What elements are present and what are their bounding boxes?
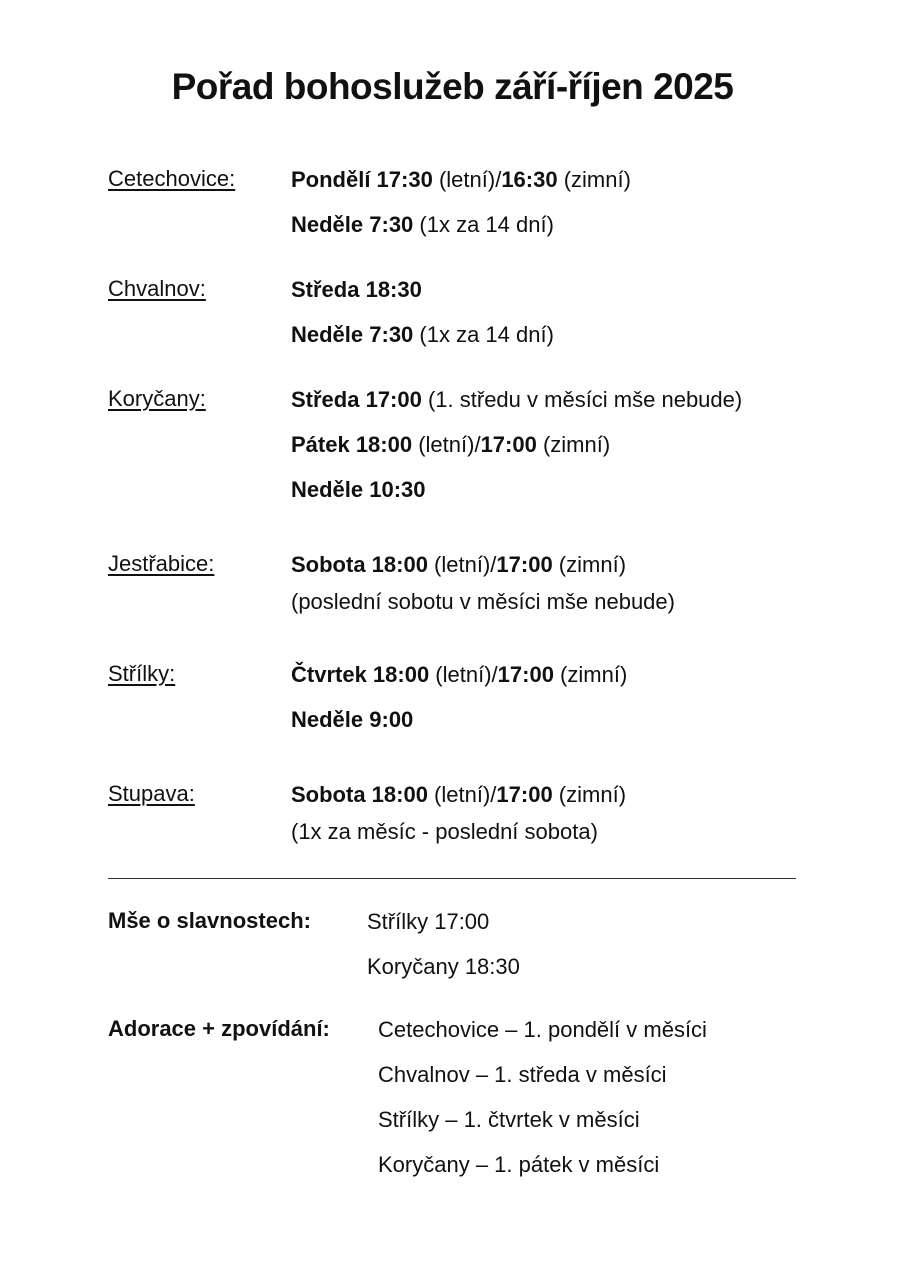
list-item: Chvalnov – 1. středa v měsíci <box>378 1062 667 1087</box>
service-times <box>291 551 811 633</box>
service-line: Středa 17:00 (1. středu v měsíci mše nebude) <box>291 387 743 412</box>
feast-masses-list <box>367 908 827 998</box>
adoration-list <box>378 1016 838 1196</box>
parish-name: Koryčany: <box>108 386 206 411</box>
list-item: Koryčany 18:30 <box>367 954 520 979</box>
parish-name: Chvalnov: <box>108 276 206 301</box>
service-line: Neděle 7:30 (1x za 14 dní) <box>291 322 554 347</box>
service-line: Sobota 18:00 (letní)/17:00 (zimní) <box>291 782 627 807</box>
feast-masses-label: Mše o slavnostech: <box>108 908 311 933</box>
list-item: Střílky – 1. čtvrtek v měsíci <box>378 1107 640 1132</box>
service-line: Sobota 18:00 (letní)/17:00 (zimní) <box>291 552 627 577</box>
list-item: Koryčany – 1. pátek v měsíci <box>378 1152 660 1177</box>
parish-name: Stupava: <box>108 781 195 806</box>
service-times <box>291 661 811 751</box>
service-times <box>291 166 811 256</box>
service-line: Pondělí 17:30 (letní)/16:30 (zimní) <box>291 167 631 192</box>
list-item: Střílky 17:00 <box>367 909 490 934</box>
service-line: Neděle 9:00 <box>291 707 414 732</box>
service-line: Středa 18:30 <box>291 277 422 302</box>
service-times <box>291 386 811 521</box>
service-line: Pátek 18:00 (letní)/17:00 (zimní) <box>291 432 611 457</box>
service-note: (poslední sobotu v měsíci mše nebude) <box>291 589 675 614</box>
service-line: Neděle 7:30 (1x za 14 dní) <box>291 212 554 237</box>
section-divider <box>108 878 796 879</box>
service-line: Neděle 10:30 <box>291 477 426 502</box>
page-title: Pořad bohoslužeb září-říjen 2025 <box>171 66 734 107</box>
parish-name: Cetechovice: <box>108 166 236 191</box>
list-item: Cetechovice – 1. pondělí v měsíci <box>378 1017 707 1042</box>
parish-name: Střílky: <box>108 661 176 686</box>
service-note: (1x za měsíc - poslední sobota) <box>291 819 598 844</box>
service-line: Čtvrtek 18:00 (letní)/17:00 (zimní) <box>291 662 628 687</box>
adoration-label: Adorace + zpovídání: <box>108 1016 330 1041</box>
service-times <box>291 781 811 863</box>
service-times <box>291 276 811 366</box>
parish-name: Jestřabice: <box>108 551 215 576</box>
